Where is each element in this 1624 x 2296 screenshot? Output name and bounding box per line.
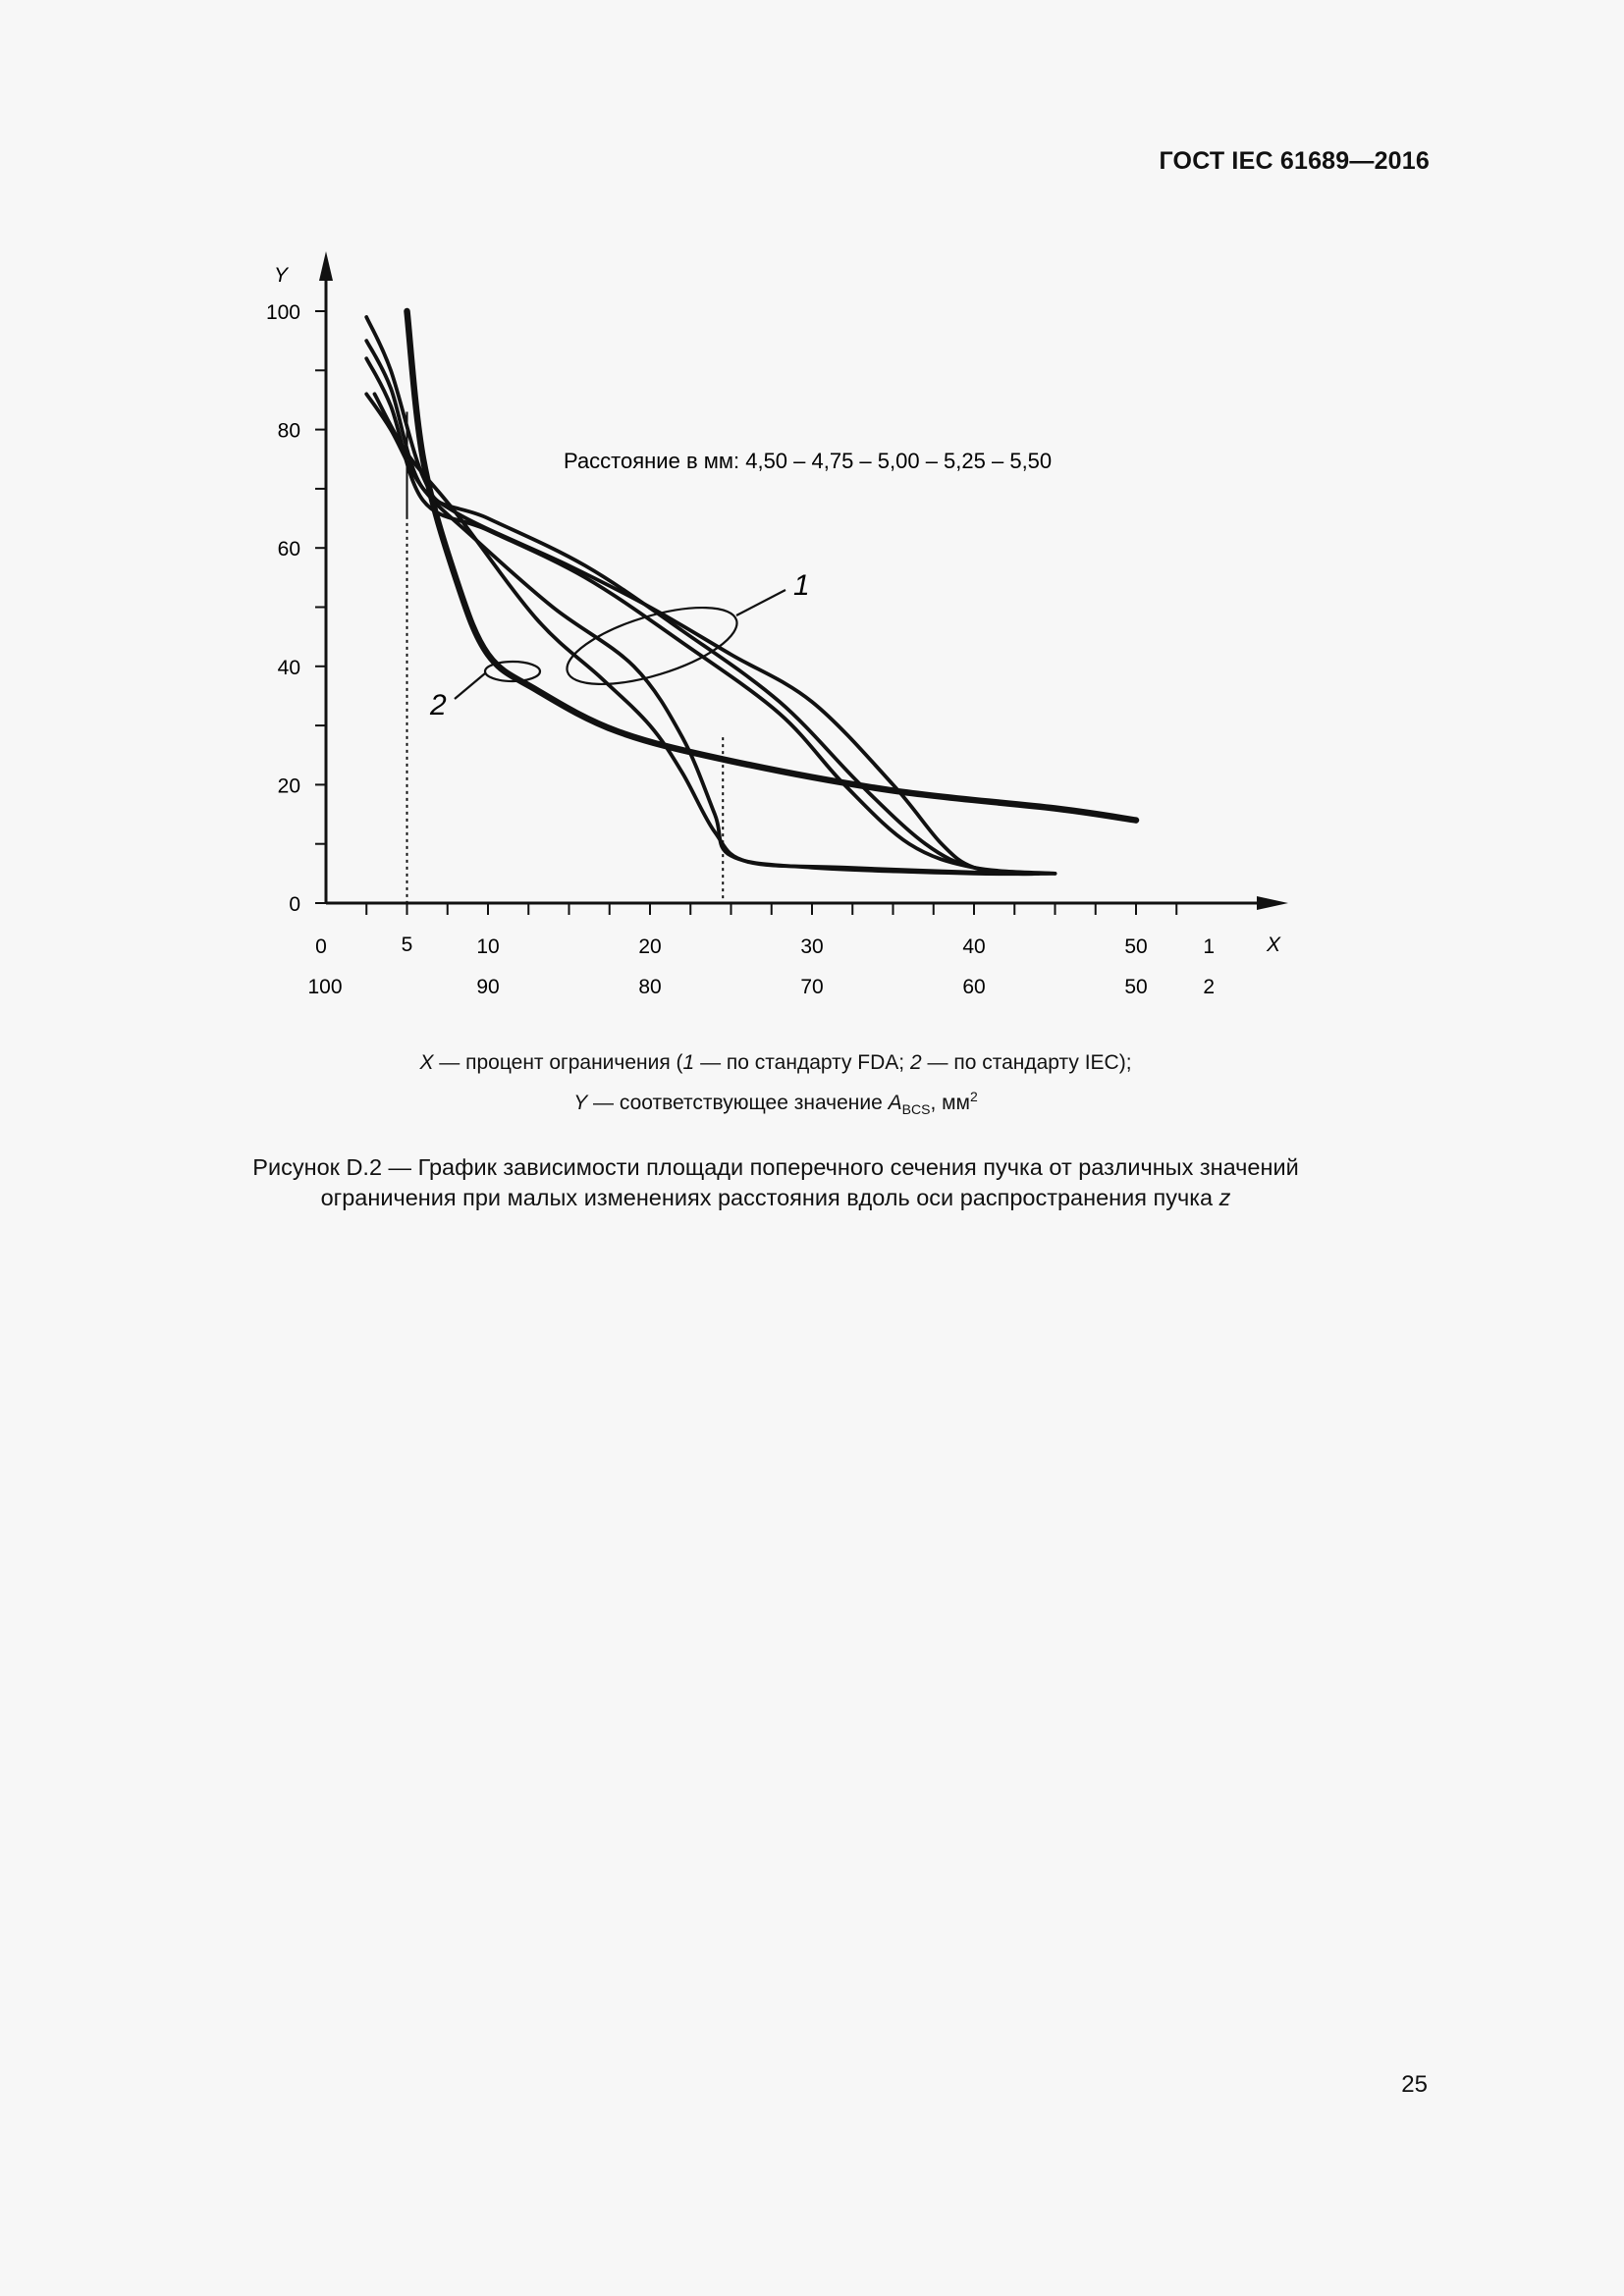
x-tick-label-fda: 50 <box>1124 935 1148 958</box>
y-tick-label: 40 <box>277 656 300 679</box>
distance-annotation: Расстояние в мм: 4,50 – 4,75 – 5,00 – 5,25 – 5,50 <box>564 449 1053 473</box>
x-tick-label-iec: 80 <box>638 976 662 998</box>
chart-ticks <box>266 301 1215 998</box>
callout-1-label: 1 <box>793 569 810 602</box>
x-tick-label-fda: 10 <box>476 935 500 958</box>
callout-2-label: 2 <box>430 689 447 721</box>
x-tick-label-iec: 2 <box>1203 976 1216 998</box>
caption-line-2-var: z <box>1218 1185 1231 1210</box>
legend-x-text-2: — по стандарту FDA; <box>694 1051 910 1074</box>
legend-y-symbol: A <box>888 1092 902 1114</box>
legend-x-text-1: — процент ограничения ( <box>433 1051 683 1074</box>
chart-axes <box>274 251 1288 956</box>
y-tick-label: 80 <box>277 419 300 443</box>
caption-line-2-text: ограничения при малых изменениях расстояния вдоль оси распространения пучка <box>320 1185 1219 1210</box>
callout-2-leader <box>455 673 485 699</box>
y-tick-label: 60 <box>277 538 300 561</box>
figure-caption-line-2 <box>0 1183 1551 1213</box>
callout-1-leader <box>736 590 785 615</box>
curve-1 <box>366 317 1022 874</box>
figure-caption-line-1: Рисунок D.2 — График зависимости площади поперечного сечения пучка от различных значений <box>252 1154 1299 1180</box>
curve-6 <box>407 311 1137 821</box>
chart-curves <box>366 311 1136 874</box>
legend-x-text-3: — по стандарту IEC); <box>921 1051 1132 1074</box>
legend-x <box>0 1046 1551 1080</box>
x-tick-label-fda: 5 <box>401 934 413 956</box>
y-tick-label: 20 <box>277 774 300 798</box>
y-axis-arrow <box>319 251 333 281</box>
x-tick-label-fda: 20 <box>638 935 662 958</box>
x-tick-label-fda: 40 <box>962 935 986 958</box>
legend-y-superscript: 2 <box>970 1089 978 1104</box>
x-tick-label-iec: 70 <box>800 976 824 998</box>
legend-y-text: — соответствующее значение <box>587 1092 889 1114</box>
legend-x-var: X <box>419 1051 434 1074</box>
y-tick-label: 0 <box>289 893 300 916</box>
y-tick-label: 100 <box>265 301 300 324</box>
x-tick-label-fda: 0 <box>315 935 327 958</box>
chart-annotations <box>407 412 1053 903</box>
x-axis-label: X <box>1266 934 1281 956</box>
x-tick-label-iec: 100 <box>307 976 343 998</box>
y-axis-label: Y <box>273 264 289 287</box>
x-tick-label-iec: 50 <box>1124 976 1148 998</box>
legend-x-num-1: 1 <box>682 1051 695 1074</box>
legend-y-unit: , мм <box>930 1092 970 1114</box>
x-tick-label-iec: 60 <box>962 976 986 998</box>
legend-y <box>0 1080 1551 1126</box>
legend-y-subscript: BCS <box>901 1101 931 1118</box>
beam-area-chart <box>0 0 1624 1031</box>
legend-y-var: Y <box>573 1092 588 1114</box>
x-axis-arrow <box>1257 896 1288 910</box>
page-number: 25 <box>1401 2071 1428 2098</box>
x-tick-label-iec: 90 <box>476 976 500 998</box>
x-tick-label-fda: 30 <box>800 935 824 958</box>
standard-header: ГОСТ IEC 61689—2016 <box>1159 147 1430 175</box>
x-tick-label-fda: 1 <box>1203 935 1216 958</box>
legend-x-num-2: 2 <box>909 1051 922 1074</box>
